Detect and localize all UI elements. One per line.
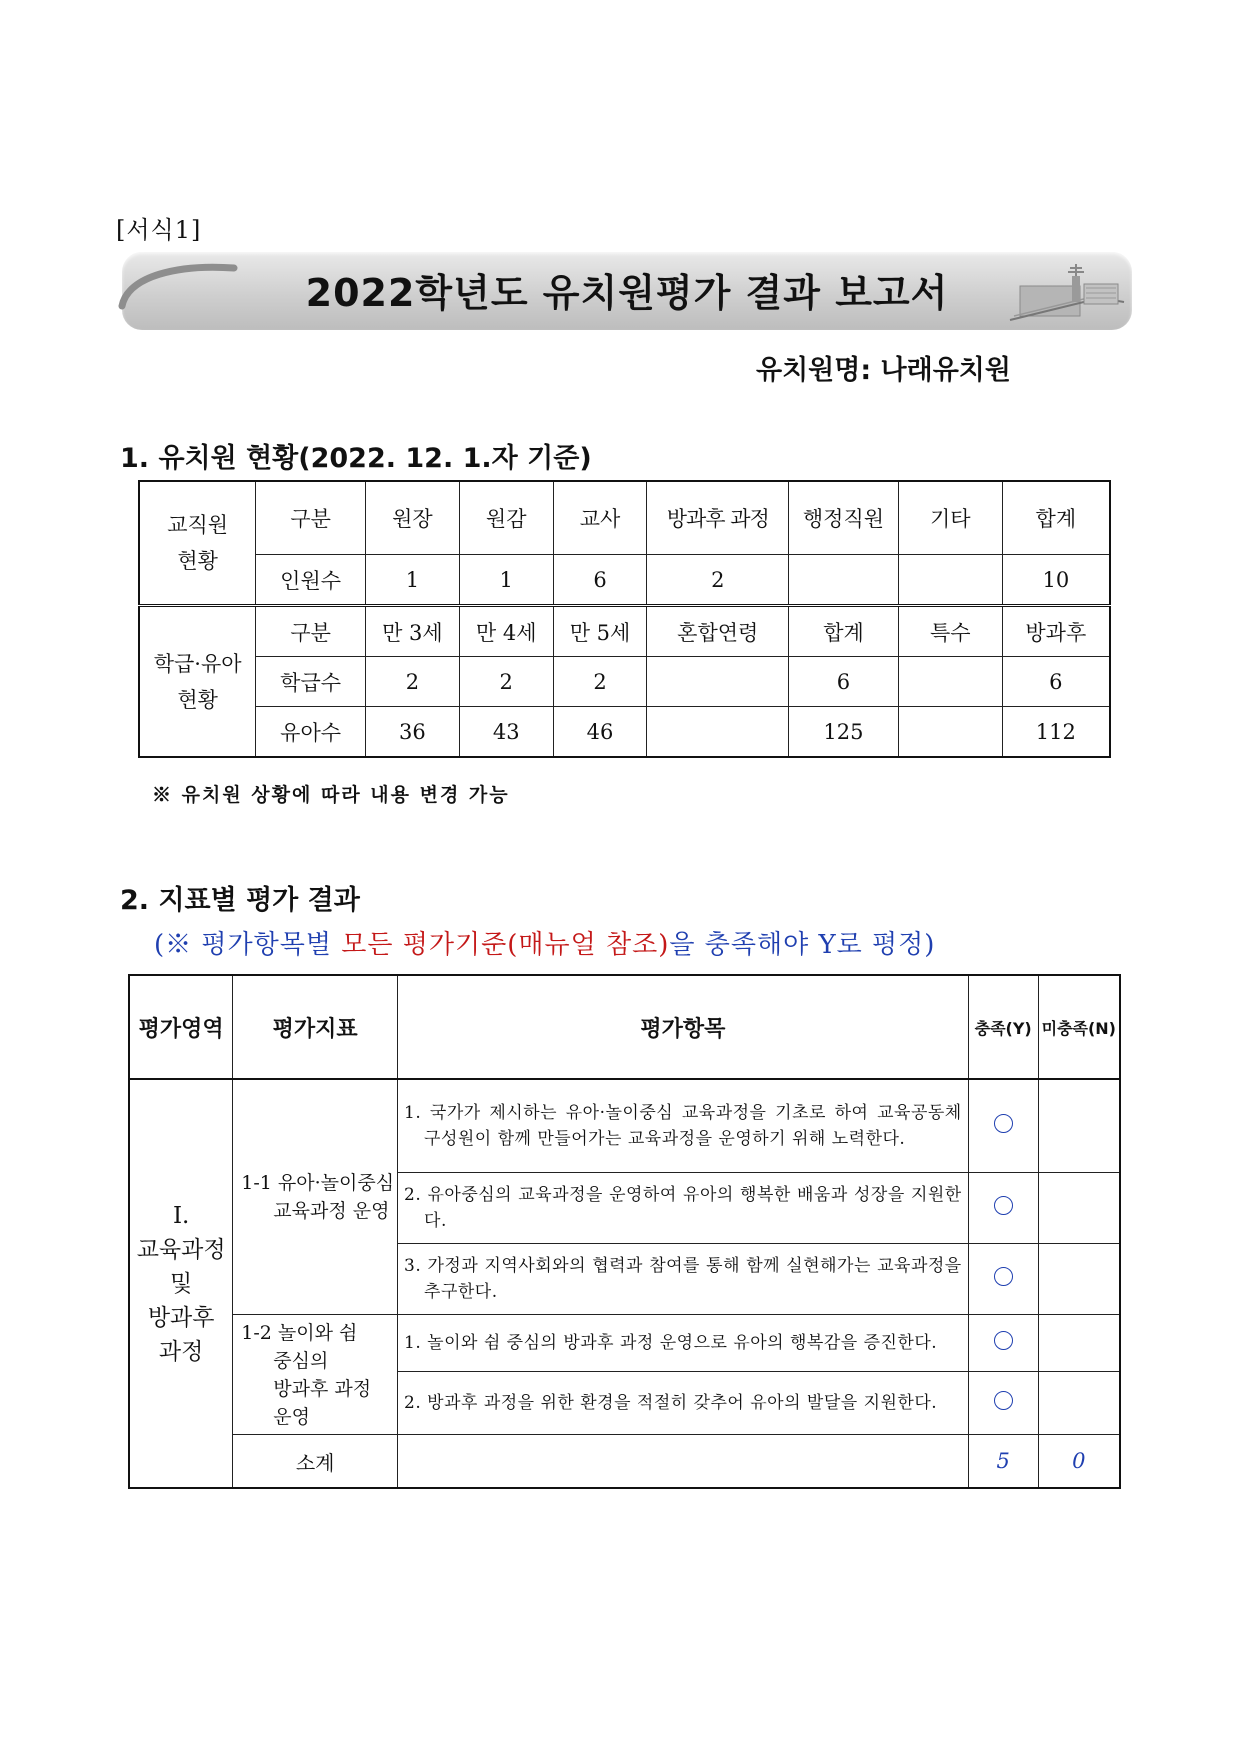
class-count-row xyxy=(139,657,1110,707)
table-cell: 1 xyxy=(459,555,553,606)
indicator-line: 교육과정 운영 xyxy=(273,1200,390,1222)
class-group-label xyxy=(139,606,256,758)
indicator-line: 운영 xyxy=(273,1405,311,1428)
table-cell: 학급수 xyxy=(256,657,366,707)
table-cell: 만 4세 xyxy=(459,606,553,657)
table-cell: 합계 xyxy=(1002,481,1110,555)
table-cell: 구분 xyxy=(256,606,366,657)
met-mark xyxy=(968,1372,1038,1435)
table-note: ※ 유치원 상황에 따라 내용 변경 가능 xyxy=(152,784,510,806)
table-cell: 방과후 과정 xyxy=(647,481,789,555)
evaluation-item: 3. 가정과 지역사회와의 협력과 참여를 통해 함께 실현해가는 교육과정을 추구한다. xyxy=(398,1244,969,1315)
table-cell xyxy=(898,657,1002,707)
table-cell: 원장 xyxy=(365,481,459,555)
table-cell: 합계 xyxy=(789,606,899,657)
status-table xyxy=(138,480,1111,758)
table-cell xyxy=(789,555,899,606)
unmet-mark xyxy=(1038,1372,1120,1435)
table-cell: 2 xyxy=(647,555,789,606)
kindergarten-name: 유치원명: 나래유치원 xyxy=(756,355,1011,386)
indicator-1-1 xyxy=(233,1079,398,1315)
table-cell: 만 5세 xyxy=(553,606,647,657)
indicator-1-2 xyxy=(233,1315,398,1435)
table-cell: 2 xyxy=(365,657,459,707)
class-header-row xyxy=(139,606,1110,657)
criteria-note-part3: 을 충족해야 Y로 평정) xyxy=(669,930,936,960)
circle-mark-icon xyxy=(994,1267,1013,1286)
unmet-mark xyxy=(1038,1315,1120,1372)
table-cell: 10 xyxy=(1002,555,1110,606)
table-cell: 6 xyxy=(789,657,899,707)
form-tag: [서식1] xyxy=(116,216,202,244)
header-item: 평가항목 xyxy=(398,975,969,1079)
table-cell: 만 3세 xyxy=(365,606,459,657)
document-title: 2022학년도 유치원평가 결과 보고서 xyxy=(305,271,949,315)
circle-mark-icon xyxy=(994,1391,1013,1410)
evaluation-item: 2. 유아중심의 교육과정을 운영하여 유아의 행복한 배움과 성장을 지원한다. xyxy=(398,1173,969,1244)
staff-group-label-line2: 현황 xyxy=(177,549,218,573)
area-line: 교육과정 xyxy=(136,1236,226,1263)
evaluation-item: 1. 놀이와 쉼 중심의 방과후 과정 운영으로 유아의 행복감을 증진한다. xyxy=(398,1315,969,1372)
child-count-row xyxy=(139,707,1110,758)
area-line: 및 xyxy=(170,1270,193,1297)
area-line: 과정 xyxy=(158,1338,204,1365)
met-mark xyxy=(968,1079,1038,1173)
table-cell: 46 xyxy=(553,707,647,758)
table-cell xyxy=(898,555,1002,606)
table-cell: 112 xyxy=(1002,707,1110,758)
subtotal-met: 5 xyxy=(968,1435,1038,1489)
circle-mark-icon xyxy=(994,1114,1013,1133)
evaluation-item: 2. 방과후 과정을 위한 환경을 적절히 갖추어 유아의 발달을 지원한다. xyxy=(398,1372,969,1435)
section1-heading: 1. 유치원 현황(2022. 12. 1.자 기준) xyxy=(120,443,592,474)
circle-mark-icon xyxy=(994,1331,1013,1350)
evaluation-table xyxy=(128,974,1121,1489)
table-cell: 특수 xyxy=(898,606,1002,657)
table-cell: 행정직원 xyxy=(789,481,899,555)
header-area: 평가영역 xyxy=(129,975,233,1079)
table-cell: 43 xyxy=(459,707,553,758)
met-mark xyxy=(968,1244,1038,1315)
table-cell: 2 xyxy=(459,657,553,707)
unmet-mark xyxy=(1038,1079,1120,1173)
table-row xyxy=(129,1315,1120,1372)
met-mark xyxy=(968,1173,1038,1244)
unmet-mark xyxy=(1038,1173,1120,1244)
header-unmet: 미충족(N) xyxy=(1038,975,1120,1079)
class-group-label-line1: 학급·유아 xyxy=(153,651,242,676)
circle-mark-icon xyxy=(994,1196,1013,1215)
area-line: 방과후 xyxy=(147,1304,215,1331)
subtotal-row xyxy=(129,1435,1120,1489)
area-line: Ⅰ. xyxy=(172,1202,190,1229)
table-cell: 방과후 xyxy=(1002,606,1110,657)
criteria-note-part1: (※ 평가항목별 xyxy=(154,930,342,960)
table-cell: 인원수 xyxy=(256,555,366,606)
table-cell: 125 xyxy=(789,707,899,758)
staff-group-label xyxy=(139,481,256,606)
table-row xyxy=(129,1079,1120,1173)
header-met: 충족(Y) xyxy=(968,975,1038,1079)
subtotal-empty-cell xyxy=(398,1435,969,1489)
table-cell xyxy=(647,707,789,758)
table-cell: 유아수 xyxy=(256,707,366,758)
table-cell: 원감 xyxy=(459,481,553,555)
indicator-line: 중심의 xyxy=(273,1349,329,1372)
evaluation-area xyxy=(129,1079,233,1488)
criteria-note-highlight: 모든 평가기준(매뉴얼 참조) xyxy=(341,930,670,960)
table-cell: 1 xyxy=(365,555,459,606)
header-indicator: 평가지표 xyxy=(233,975,398,1079)
table-cell: 구분 xyxy=(256,481,366,555)
indicator-line: 방과후 과정 xyxy=(273,1377,372,1400)
table-cell: 기타 xyxy=(898,481,1002,555)
staff-header-row xyxy=(139,481,1110,555)
staff-count-row xyxy=(139,555,1110,606)
table-cell: 2 xyxy=(553,657,647,707)
staff-group-label-line1: 교직원 xyxy=(167,513,229,537)
met-mark xyxy=(968,1315,1038,1372)
table-cell: 36 xyxy=(365,707,459,758)
section2-heading: 2. 지표별 평가 결과 xyxy=(120,885,360,916)
evaluation-item: 1. 국가가 제시하는 유아·놀이중심 교육과정을 기초로 하여 교육공동체 구성원이 함께 만들어가는 교육과정을 운영하기 위해 노력한다. xyxy=(398,1079,969,1173)
criteria-note xyxy=(154,924,935,961)
table-cell xyxy=(898,707,1002,758)
table-cell: 6 xyxy=(1002,657,1110,707)
indicator-line: 1-2 놀이와 쉼 xyxy=(241,1321,358,1344)
table-cell xyxy=(647,657,789,707)
unmet-mark xyxy=(1038,1244,1120,1315)
table-cell: 교사 xyxy=(553,481,647,555)
table-cell: 혼합연령 xyxy=(647,606,789,657)
evaluation-header-row xyxy=(129,975,1120,1079)
subtotal-unmet: 0 xyxy=(1038,1435,1120,1489)
subtotal-label: 소계 xyxy=(233,1435,398,1489)
class-group-label-line2: 현황 xyxy=(177,687,218,712)
table-cell: 6 xyxy=(553,555,647,606)
indicator-line: 1-1 유아·놀이중심 xyxy=(241,1172,395,1194)
